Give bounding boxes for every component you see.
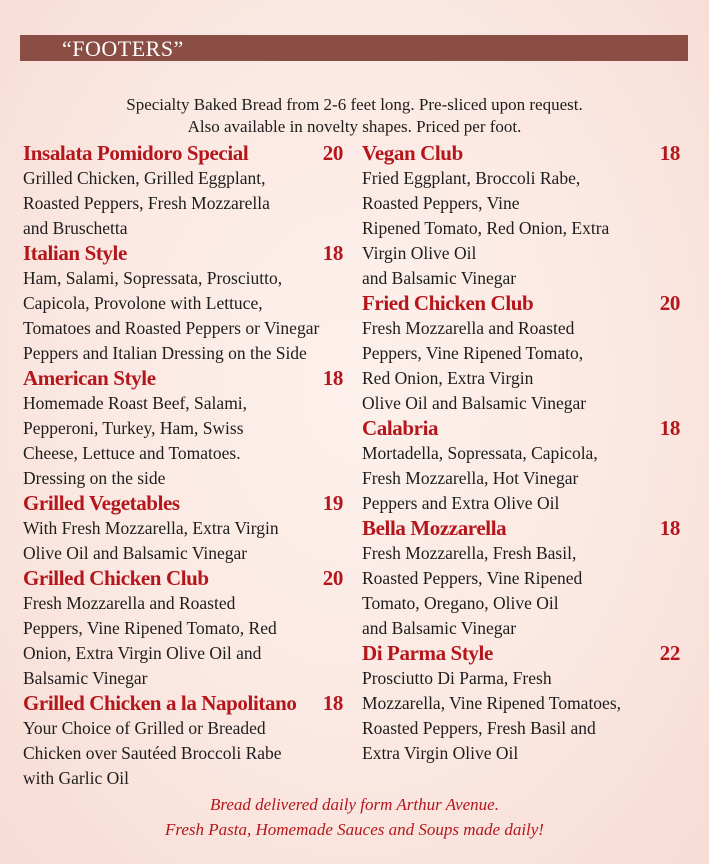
menu-item	[23, 566, 343, 691]
menu-item-name: American Style	[23, 366, 156, 390]
menu-item-description-line: Virgin Olive Oil	[362, 243, 477, 263]
menu-item-description-line: Onion, Extra Virgin Olive Oil and	[23, 643, 262, 663]
menu-item-price: 18	[659, 516, 680, 540]
menu-item-description-line: Red Onion, Extra Virgin	[362, 368, 534, 388]
menu-item-description-line: Tomatoes and Roasted Peppers or Vinegar	[23, 318, 320, 338]
menu-item-description-line: and Balsamic Vinegar	[362, 618, 517, 638]
menu-item-price: 18	[659, 416, 680, 440]
menu-item-header	[23, 141, 343, 166]
menu-item-name: Calabria	[362, 416, 439, 440]
menu-item-description-line: Olive Oil and Balsamic Vinegar	[362, 393, 587, 413]
menu-item-description-line: Ham, Salami, Sopressata, Prosciutto,	[23, 268, 283, 288]
menu-item-description-line: Chicken over Sautéed Broccoli Rabe	[23, 743, 282, 763]
menu-item	[23, 141, 343, 241]
footer-note	[0, 792, 709, 842]
menu-item-description-line: Tomato, Oregano, Olive Oil	[362, 593, 559, 613]
menu-item-name: Insalata Pomidoro Special	[23, 141, 249, 165]
menu-item-description-line: Roasted Peppers, Fresh Mozzarella	[23, 193, 270, 213]
intro-line: Also available in novelty shapes. Priced per foot.	[187, 117, 522, 136]
menu-item-description-line: Olive Oil and Balsamic Vinegar	[23, 543, 248, 563]
menu-item-description-line: Mozzarella, Vine Ripened Tomatoes,	[362, 693, 622, 713]
menu-item-header	[362, 516, 680, 541]
menu-item	[23, 491, 343, 566]
menu-item-description-line: Fresh Mozzarella, Hot Vinegar	[362, 468, 579, 488]
menu-item-description-line: Cheese, Lettuce and Tomatoes.	[23, 443, 241, 463]
menu-item-price: 18	[659, 141, 680, 165]
menu-item-header	[23, 366, 343, 391]
menu-item-name: Grilled Vegetables	[23, 491, 180, 515]
menu-item-description-line: Roasted Peppers, Vine Ripened	[362, 568, 583, 588]
menu-item-price: 19	[322, 491, 343, 515]
menu-item-description-line: Mortadella, Sopressata, Capicola,	[362, 443, 598, 463]
menu-item-description-line: and Bruschetta	[23, 218, 128, 238]
menu-item-header	[23, 241, 343, 266]
menu-item-description-line: Grilled Chicken, Grilled Eggplant,	[23, 168, 266, 188]
menu-item-description-line: Prosciutto Di Parma, Fresh	[362, 668, 552, 688]
menu-item	[23, 241, 343, 366]
menu-item-name: Vegan Club	[362, 141, 463, 165]
menu-item-price: 18	[322, 366, 343, 390]
menu-item-description-line: Fresh Mozzarella and Roasted	[23, 593, 236, 613]
menu-item-description-line: Fresh Mozzarella, Fresh Basil,	[362, 543, 577, 563]
menu-item-price: 18	[322, 241, 343, 265]
menu-item	[23, 691, 343, 791]
menu-item-header	[362, 416, 680, 441]
menu-item-description-line: With Fresh Mozzarella, Extra Virgin	[23, 518, 279, 538]
menu-item-description-line: Homemade Roast Beef, Salami,	[23, 393, 248, 413]
menu-item	[362, 291, 680, 416]
menu-item-header	[362, 641, 680, 666]
intro-text	[0, 94, 709, 138]
menu-item	[23, 366, 343, 491]
menu-item-description-line: Roasted Peppers, Fresh Basil and	[362, 718, 596, 738]
menu-item-header	[362, 141, 680, 166]
menu-item-price: 20	[322, 566, 343, 590]
menu-item-description-line: Peppers, Vine Ripened Tomato, Red	[23, 618, 277, 638]
section-title: “FOOTERS”	[62, 36, 184, 61]
menu-item	[362, 641, 680, 766]
menu-item-description-line: with Garlic Oil	[23, 768, 129, 788]
footer-line: Bread delivered daily form Arthur Avenue.	[210, 795, 499, 814]
menu-item-description-line: Fried Eggplant, Broccoli Rabe,	[362, 168, 581, 188]
menu-item-description-line: Peppers, Vine Ripened Tomato,	[362, 343, 584, 363]
menu-item	[362, 416, 680, 516]
menu-item-description-line: and Balsamic Vinegar	[362, 268, 517, 288]
menu-item	[362, 516, 680, 641]
menu-item-description-line: Balsamic Vinegar	[23, 668, 148, 688]
menu-item-description-line: Peppers and Italian Dressing on the Side	[23, 343, 307, 363]
menu-item-description-line: Peppers and Extra Olive Oil	[362, 493, 560, 513]
menu-item-price: 20	[322, 141, 343, 165]
menu-item-description-line: Fresh Mozzarella and Roasted	[362, 318, 575, 338]
menu-column-left	[23, 141, 343, 791]
menu-item-description-line: Dressing on the side	[23, 468, 166, 488]
menu-item-description-line: Ripened Tomato, Red Onion, Extra	[362, 218, 610, 238]
menu-item-price: 18	[322, 691, 343, 715]
menu-item-name: Bella Mozzarella	[362, 516, 507, 540]
menu-item-description-line: Extra Virgin Olive Oil	[362, 743, 519, 763]
menu-item-name: Italian Style	[23, 241, 127, 265]
menu-item-header	[23, 491, 343, 516]
menu-item-header	[23, 691, 343, 716]
menu-item	[362, 141, 680, 291]
menu-item-name: Di Parma Style	[362, 641, 493, 665]
menu-item-name: Grilled Chicken Club	[23, 566, 209, 590]
section-header-bar	[20, 35, 688, 61]
menu-item-description-line: Capicola, Provolone with Lettuce,	[23, 293, 263, 313]
menu-item-name: Fried Chicken Club	[362, 291, 534, 315]
menu-column-right	[362, 141, 680, 766]
menu-item-price: 22	[659, 641, 680, 665]
menu-item-description-line: Pepperoni, Turkey, Ham, Swiss	[23, 418, 244, 438]
menu-item-price: 20	[659, 291, 680, 315]
menu-item-header	[23, 566, 343, 591]
menu-item-description-line: Your Choice of Grilled or Breaded	[23, 718, 266, 738]
footer-line: Fresh Pasta, Homemade Sauces and Soups made daily!	[165, 820, 544, 839]
menu-item-header	[362, 291, 680, 316]
menu-item-description-line: Roasted Peppers, Vine	[362, 193, 520, 213]
intro-line: Specialty Baked Bread from 2-6 feet long. Pre-sliced upon request.	[126, 95, 583, 114]
menu-item-name: Grilled Chicken a la Napolitano	[23, 691, 297, 715]
